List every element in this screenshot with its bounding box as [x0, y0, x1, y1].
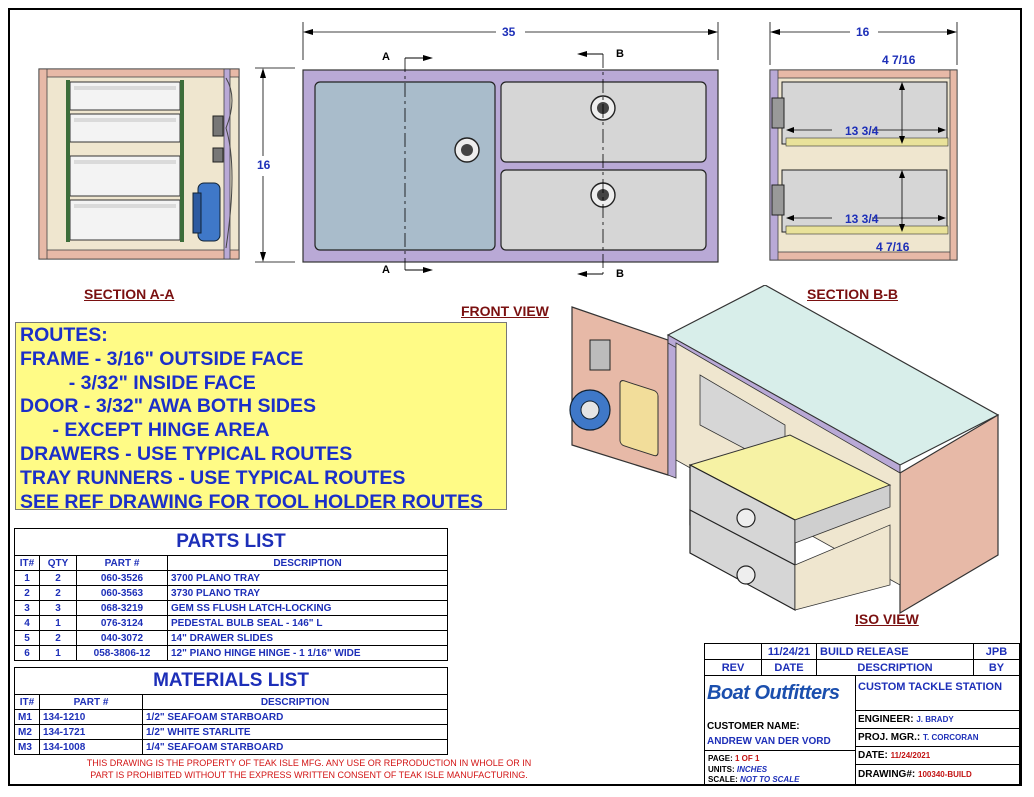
project-manager-label: PROJ. MGR.: [858, 732, 921, 743]
drawing-number-label: DRAWING#: [858, 769, 916, 780]
revision-table [704, 643, 1020, 676]
part-description: 14" DRAWER SLIDES [168, 631, 448, 646]
parts-header-item: IT# [15, 556, 40, 571]
table-row [15, 740, 448, 755]
materials-header-item: IT# [15, 695, 40, 710]
part-item: 2 [15, 586, 40, 601]
revision-by: JPB [974, 644, 1020, 660]
part-item: 3 [15, 601, 40, 616]
table-row [705, 644, 1020, 660]
date-field [855, 747, 1019, 765]
property-notice-line: PART IS PROHIBITED WITHOUT THE EXPRESS WRITTEN CONSENT OF TEAK ISLE MANUFACTURING. [90, 770, 528, 780]
project-manager-field [855, 729, 1019, 747]
customer-name-value: ANDREW VAN DER VORD [707, 736, 831, 747]
table-row [15, 725, 448, 740]
title-block [704, 675, 1020, 786]
date-value: 11/24/2021 [890, 751, 931, 760]
routes-line: - EXCEPT HINGE AREA [20, 419, 270, 442]
revision-header-description: DESCRIPTION [817, 660, 974, 676]
table-row [15, 586, 448, 601]
material-description: 1/2" WHITE STARLITE [143, 725, 448, 740]
part-number: 068-3219 [77, 601, 168, 616]
routes-line: SEE REF DRAWING FOR TOOL HOLDER ROUTES [20, 490, 483, 513]
dimension-13-3-4-upper: 13 3/4 [845, 124, 879, 138]
revision-header-date: DATE [762, 660, 817, 676]
table-row [15, 616, 448, 631]
front-view-title: FRONT VIEW [461, 303, 549, 319]
dimension-4-7-16-top: 4 7/16 [882, 53, 916, 67]
section-a-marker-bottom: A [382, 264, 390, 276]
part-number: 060-3563 [77, 586, 168, 601]
boat-outfitters-logo: Boat Outfitters [707, 682, 840, 704]
table-row [15, 571, 448, 586]
dimension-16-depth: 16 [856, 25, 870, 39]
section-bb-title: SECTION B-B [807, 286, 898, 302]
section-bb-drawing [762, 20, 967, 265]
parts-header-part: PART # [77, 556, 168, 571]
dimension-13-3-4-lower: 13 3/4 [845, 212, 879, 226]
part-item: 4 [15, 616, 40, 631]
materials-list-table [14, 667, 448, 755]
revision-header-rev: REV [705, 660, 762, 676]
part-number: 058-3806-12 [77, 646, 168, 661]
title-block-right [855, 676, 1019, 785]
title-block-divider [705, 750, 855, 751]
material-part: 134-1721 [40, 725, 143, 740]
revision-header-by: BY [974, 660, 1020, 676]
drawing-number-value: 100340-BUILD [918, 770, 972, 779]
project-name: CUSTOM TACKLE STATION [855, 676, 1019, 711]
drawing-number-field [855, 765, 1019, 785]
material-description: 1/2" SEAFOAM STARBOARD [143, 710, 448, 725]
routes-notes-box [15, 322, 507, 513]
revision-rev-cell [705, 644, 762, 660]
scale-field [708, 775, 799, 784]
table-row [15, 646, 448, 661]
units-value: INCHES [736, 765, 768, 774]
parts-list-title: PARTS LIST [15, 529, 448, 556]
material-description: 1/4" SEAFOAM STARBOARD [143, 740, 448, 755]
routes-line: - 3/32" INSIDE FACE [20, 371, 256, 394]
page-field [708, 754, 759, 763]
engineer-value: J. BRADY [916, 715, 954, 724]
table-row [15, 601, 448, 616]
front-view-drawing [255, 20, 735, 285]
routes-line: DRAWERS - USE TYPICAL ROUTES [20, 442, 353, 465]
routes-line: DOOR - 3/32" AWA BOTH SIDES [20, 395, 317, 418]
page-label: PAGE: [708, 754, 733, 763]
material-part: 134-1210 [40, 710, 143, 725]
section-aa-title: SECTION A-A [84, 286, 175, 302]
table-row [15, 710, 448, 725]
part-description: 3730 PLANO TRAY [168, 586, 448, 601]
section-b-marker-top: B [616, 48, 624, 60]
part-description: PEDESTAL BULB SEAL - 146" L [168, 616, 448, 631]
units-label: UNITS: [708, 765, 735, 774]
part-description: GEM SS FLUSH LATCH-LOCKING [168, 601, 448, 616]
part-number: 040-3072 [77, 631, 168, 646]
revision-description: BUILD RELEASE [817, 644, 974, 660]
part-qty: 1 [40, 646, 77, 661]
materials-list-title: MATERIALS LIST [15, 668, 448, 695]
materials-header-part: PART # [40, 695, 143, 710]
engineer-label: ENGINEER: [858, 714, 914, 725]
parts-header-description: DESCRIPTION [168, 556, 448, 571]
material-part: 134-1008 [40, 740, 143, 755]
iso-view-title: ISO VIEW [855, 611, 919, 627]
section-a-marker-top: A [382, 51, 390, 63]
part-item: 6 [15, 646, 40, 661]
part-qty: 3 [40, 601, 77, 616]
section-aa-drawing [38, 68, 248, 263]
units-field [708, 765, 767, 774]
routes-line: TRAY RUNNERS - USE TYPICAL ROUTES [20, 466, 406, 489]
part-number: 060-3526 [77, 571, 168, 586]
engineer-field [855, 711, 1019, 729]
scale-label: SCALE: [708, 775, 738, 784]
project-manager-value: T. CORCORAN [923, 733, 979, 742]
property-notice [14, 757, 604, 781]
routes-line: FRAME - 3/16" OUTSIDE FACE [20, 347, 304, 370]
part-number: 076-3124 [77, 616, 168, 631]
page-value: 1 OF 1 [734, 754, 760, 763]
revision-date: 11/24/21 [762, 644, 817, 660]
part-description: 3700 PLANO TRAY [168, 571, 448, 586]
section-b-marker-bottom: B [616, 268, 624, 280]
part-item: 5 [15, 631, 40, 646]
scale-value: NOT TO SCALE [740, 775, 800, 784]
part-qty: 2 [40, 586, 77, 601]
property-notice-line: THIS DRAWING IS THE PROPERTY OF TEAK ISLE MFG. ANY USE OR REPRODUCTION IN WHOLE OR IN [86, 758, 532, 768]
materials-header-description: DESCRIPTION [143, 695, 448, 710]
customer-name-label: CUSTOMER NAME: [707, 721, 800, 732]
material-item: M3 [15, 740, 40, 755]
date-label: DATE: [858, 750, 888, 761]
part-qty: 2 [40, 571, 77, 586]
material-item: M2 [15, 725, 40, 740]
part-qty: 2 [40, 631, 77, 646]
dimension-35: 35 [502, 25, 516, 39]
routes-line: ROUTES: [20, 324, 108, 346]
part-description: 12" PIANO HINGE HINGE - 1 1/16" WIDE [168, 646, 448, 661]
part-qty: 1 [40, 616, 77, 631]
title-block-left [705, 676, 856, 785]
table-row [15, 631, 448, 646]
material-item: M1 [15, 710, 40, 725]
table-row [705, 660, 1020, 676]
parts-header-qty: QTY [40, 556, 77, 571]
part-item: 1 [15, 571, 40, 586]
dimension-16-height: 16 [257, 158, 271, 172]
iso-view-drawing [560, 285, 1005, 615]
dimension-4-7-16-bottom: 4 7/16 [876, 240, 910, 254]
parts-list-table [14, 528, 448, 661]
